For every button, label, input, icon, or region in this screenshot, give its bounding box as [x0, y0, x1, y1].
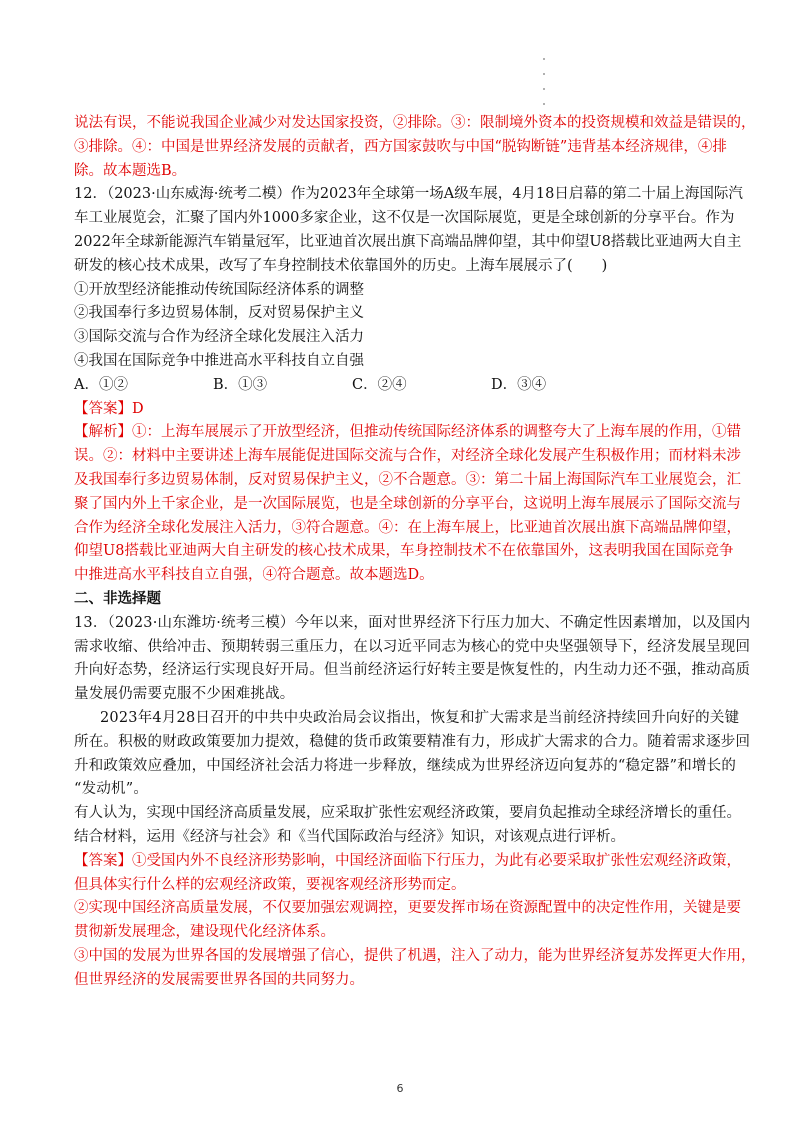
question-stem-line: 车工业展览会，汇聚了国内外1000多家企业，这不仅是一次国际展览，更是全球创新的分享平台。作为: [74, 210, 735, 227]
material-line: 量发展仍需要克服不少困难挑战。: [74, 686, 295, 703]
previous-answer-analysis: [74, 112, 756, 183]
question-stem-line: 研发的核心技术成果，改写了车身控制技术依靠国外的历史。上海车展展示了( ): [74, 257, 608, 274]
material-line: “发动机”。: [74, 781, 149, 798]
answer-line: [74, 850, 741, 874]
question-stem-line: 12．（2023·山东威海·统考二模）作为2023年全球第一场A级车展，4月18日启幕的第二十届上海国际汽: [74, 186, 743, 203]
material-line: 升向好态势，经济运行实现良好开局。但当前经济运行好转主要是恢复性的，内生动力还不强，推动高质: [74, 662, 751, 679]
question-line: 结合材料，运用《经济与社会》和《当代国际政治与经济》知识，对该观点进行评析。: [74, 828, 625, 845]
question-line: 有人认为，实现中国经济高质量发展，应采取扩张性宏观经济政策，要肩负起推动全球经济增长的重任。: [74, 805, 741, 822]
answer-line: 但具体实行什么样的宏观经济政策，要视客观经济形势而定。: [74, 876, 466, 893]
analysis-line: 聚了国内外上千家企业，是一次国际展览，也是全球创新的分享平台，这说明上海车展展示了国际交流与: [74, 495, 741, 512]
analysis-line: 误。②：材料中主要讲述上海车展能促进国际交流与合作，对经济全球化发展产生积极作用；而材料未涉: [74, 448, 741, 465]
material-line: 所在。积极的财政政策要加力提效，稳健的货币政策要精准有力，形成扩大需求的合力。随着需求逐步回: [74, 733, 751, 750]
option-a: A．①②: [74, 376, 128, 393]
question-13: [74, 612, 756, 993]
question-stem-line: 2022年全球新能源汽车销量冠军，比亚迪首次展出旗下高端品牌仰望，其中仰望U8搭载比亚迪两大自主: [74, 233, 742, 250]
material-line: 13．（2023·山东潍坊·统考三模）今年以来，面对世界经济下行压力加大、不确定性因素增加，以及国内: [74, 614, 751, 631]
option-c: C．②④: [352, 376, 407, 393]
analysis-line: 中推进高水平科技自立自强，④符合题意。故本题选D。: [74, 567, 434, 584]
analysis-line: [74, 421, 741, 445]
section-title: 二、非选择题: [74, 590, 161, 607]
answer-text: ①受国内外不良经济形势影响，中国经济面临下行压力，为此有必要采取扩张性宏观经济政策，: [132, 852, 741, 869]
question-12: [74, 183, 743, 588]
material-line: 2023年4月28日召开的中共中央政治局会议指出，恢复和扩大需求是当前经济持续回升向好的关键: [100, 709, 740, 726]
option-d: D．③④: [491, 376, 547, 393]
analysis-tag: 【解析】: [74, 424, 132, 441]
page-content: [74, 112, 756, 992]
analysis-line: 仰望U8搭载比亚迪两大自主研发的核心技术成果，车身控制技术不在依靠国外，这表明我国在国际竞争: [74, 543, 734, 560]
analysis-line: 除。故本题选B。: [74, 162, 187, 179]
answer-options: [74, 374, 734, 398]
statement-4: ④我国在国际竞争中推进高水平科技自立自强: [74, 352, 364, 369]
page-number: 6: [396, 1082, 404, 1095]
decorative-dots: [541, 58, 547, 118]
statement-3: ③国际交流与合作为经济全球化发展注入活力: [74, 329, 364, 346]
answer-line: ③中国的发展为世界各国的发展增强了信心，提供了机遇，注入了动力，能为世界经济复苏发挥更大作用，: [74, 947, 756, 964]
answer-line: 贯彻新发展理念，建设现代化经济体系。: [74, 924, 335, 941]
analysis-text: ①：上海车展展示了开放型经济，但推动传统国际经济体系的调整夸大了上海车展的作用，①错: [132, 424, 741, 441]
material-line: 需求收缩、供给冲击、预期转弱三重压力，在以习近平同志为核心的党中央坚强领导下，经济发展呈现回: [74, 638, 751, 655]
answer-tag: 【答案】: [74, 852, 132, 869]
answer-line: 但世界经济的发展需要世界各国的共同努力。: [74, 971, 364, 988]
analysis-line: 及我国奉行多边贸易体制，反对贸易保护主义，②不合题意。③：第二十届上海国际汽车工业展览会，汇: [74, 471, 741, 488]
answer-line: 【答案】D: [74, 400, 144, 417]
analysis-line: 说法有误，不能说我国企业减少对发达国家投资，②排除。③：限制境外资本的投资规模和效益是错误的，: [74, 115, 756, 131]
material-line: 升和政策效应叠加，中国经济社会活力将进一步释放，继续成为世界经济迈向复苏的“稳定器”和增长的: [74, 757, 737, 774]
analysis-line: ③排除。④：中国是世界经济发展的贡献者，西方国家鼓吹与中国“脱钩断链”违背基本经济规律，④排: [74, 138, 727, 155]
statement-1: ①开放型经济能推动传统国际经济体系的调整: [74, 281, 364, 298]
option-b: B．①③: [213, 376, 268, 393]
analysis-line: 合作为经济全球化发展注入活力，③符合题意。④：在上海车展上，比亚迪首次展出旗下高端品牌仰望，: [74, 519, 741, 536]
answer-line: ②实现中国经济高质量发展，不仅要加强宏观调控，更要发挥市场在资源配置中的决定性作用，关键是要: [74, 900, 741, 917]
statement-2: ②我国奉行多边贸易体制，反对贸易保护主义: [74, 305, 364, 322]
